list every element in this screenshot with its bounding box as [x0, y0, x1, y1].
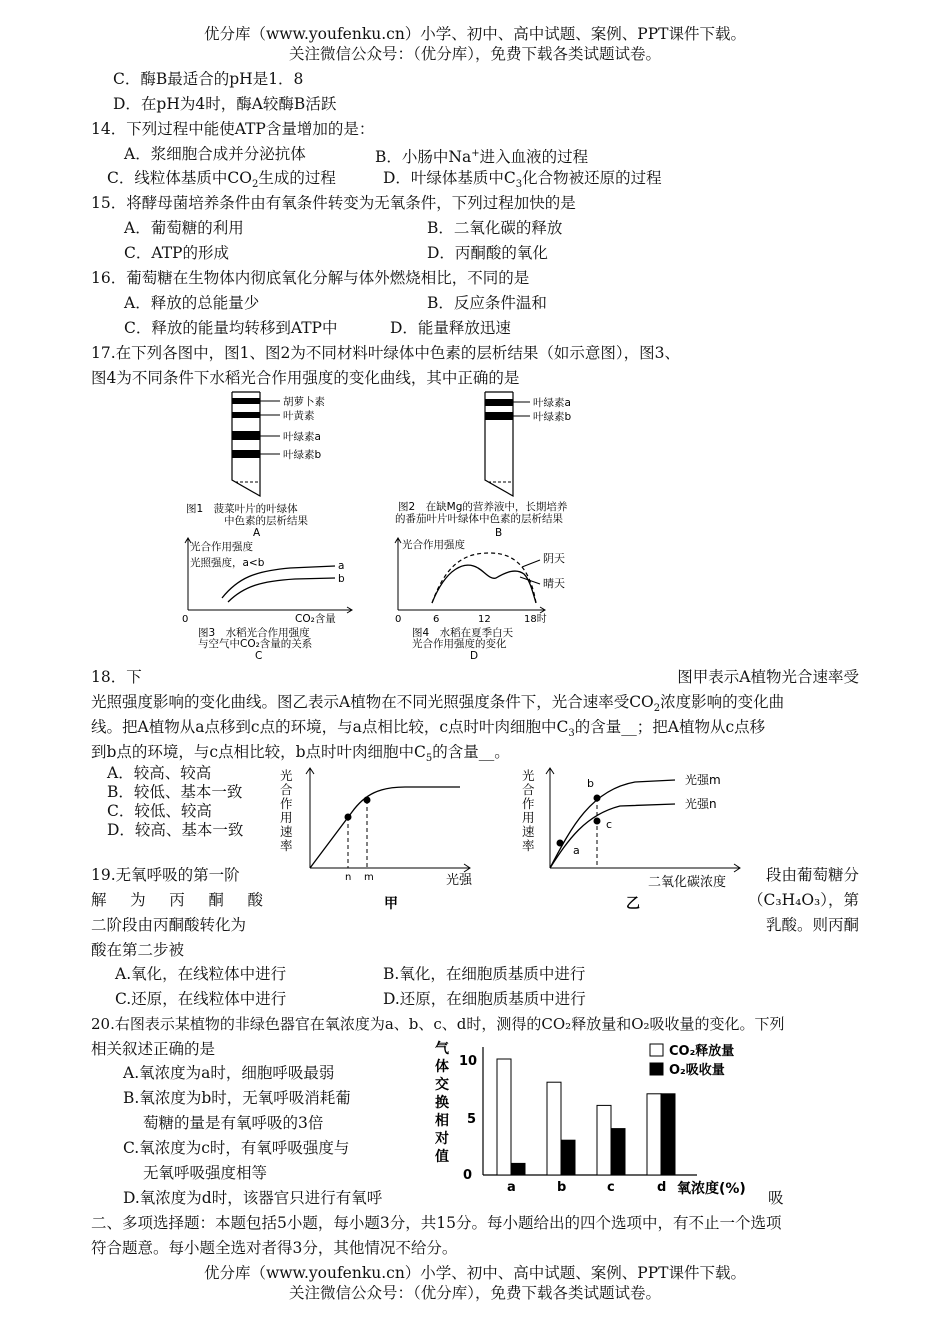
fig3-graph [182, 538, 352, 662]
q20-ylabel-char: 体 [435, 1059, 449, 1075]
q18-lead: 18．下 [91, 668, 142, 686]
q20-ylabel [434, 1040, 450, 1165]
fig1-label-0: 胡萝卜素 [283, 396, 325, 408]
header-line-2: 关注微信公众号：（优分库），免费下载各类试题试卷。 [288, 45, 661, 63]
fig1-caption-2: 中色素的层析结果 [224, 515, 308, 527]
q20-option-c-line-1: C.氧浓度为c时，有氧呼吸强度与 [123, 1139, 350, 1157]
fig4-label-sunny: 晴天 [543, 577, 565, 590]
q20-xtick-c: c [607, 1180, 615, 1195]
section2-line-2: 符合题意。每小题全选对者得3分，其他情况不给分。 [91, 1239, 458, 1257]
q20-stem-line-1: 20.右图表示某植物的非绿色器官在氧浓度为a、b、c、d时，测得的CO₂释放量和O₂吸收量的变化。下列 [91, 1015, 785, 1033]
q20-bar-o2-c [611, 1129, 625, 1175]
fig3-label-b: b [338, 573, 345, 585]
q20-bar-chart [425, 1037, 780, 1197]
fig4-tick-18: 18时 [524, 614, 547, 625]
fig-jia-ylabel-3: 用 [280, 810, 293, 825]
q20-ylabel-char: 换 [435, 1095, 449, 1111]
fig2-caption-1: 图2 在缺Mg的营养液中，长期培养 [398, 501, 568, 513]
q16-option-c: C．释放的能量均转移到ATP中 [124, 319, 338, 337]
q20-bar-o2-a [511, 1163, 525, 1175]
q20-xlabel: 氧浓度(%) [677, 1181, 746, 1197]
q20-option-b-line-1: B.氧浓度为b时，无氧呼吸消耗葡 [123, 1089, 351, 1107]
q19-line-2-left: 解 为 丙 酮 酸 [91, 891, 263, 909]
fig-jia-ylabel-4: 速 [280, 824, 293, 839]
q15-stem: 15．将酵母菌培养条件由有氧条件转变为无氧条件，下列过程加快的是 [91, 194, 576, 212]
q20-xtick-b: b [557, 1180, 567, 1195]
q19-line-4: 酸在第二步被 [91, 941, 185, 959]
q20-stem-line-2: 相关叙述正确的是 [91, 1040, 216, 1058]
q20-xtick-d: d [657, 1180, 667, 1195]
q20-ylabel-char: 交 [435, 1077, 449, 1093]
fig4-label-cloudy: 阴天 [543, 552, 565, 565]
q17-figures [180, 388, 650, 663]
fig-jia-xlabel: 光强 [446, 873, 473, 888]
fig-jia-label-m: m [364, 872, 374, 883]
q20-ytick-5: 5 [467, 1112, 477, 1127]
header-line-1: 优分库（www.youfenku.cn）小学、初中、高中试题、案例、PPT课件下载。 [203, 25, 747, 43]
q17-stem-line-2: 图4为不同条件下水稻光合作用强度的变化曲线，其中正确的是 [91, 369, 520, 387]
fig2-chromatogram [395, 392, 571, 539]
q19-line-3-left: 二阶段由丙酮酸转化为 [91, 916, 247, 934]
fig-yi-xlabel: 二氧化碳浓度 [648, 875, 727, 890]
q19-line-2-right: （C₃H₄O₃），第 [748, 891, 859, 909]
fig-yi-ylabel-4: 速 [522, 824, 535, 839]
q16-option-d: D．能量释放迅速 [390, 319, 511, 337]
q20-option-a: A.氧浓度为a时，细胞呼吸最弱 [123, 1064, 335, 1082]
fig1-label-3: 叶绿素b [283, 449, 322, 461]
fig2-caption-2: 的番茄叶片叶绿体中色素的层析结果 [395, 513, 563, 525]
q19-line-1-right: 段由葡萄糖分 [765, 866, 859, 884]
fig-yi-label-b: b [587, 777, 594, 790]
fig3-origin: 0 [182, 614, 189, 625]
q20-legend-swatch-co2 [650, 1044, 663, 1056]
q15-option-c: C．ATP的形成 [124, 244, 229, 262]
fig3-letter: C [255, 650, 263, 662]
fig-jia-title: 甲 [384, 896, 398, 912]
q20-bar-o2-b [561, 1140, 575, 1175]
q14-option-a: A．浆细胞合成并分泌抗体 [124, 145, 306, 163]
q20-ytick-0: 0 [463, 1168, 473, 1183]
fig-yi-ylabel-0: 光 [522, 768, 535, 783]
fig-yi-ylabel-5: 率 [522, 838, 535, 853]
fig4-ylabel: 光合作用强度 [402, 539, 465, 551]
q20-ylabel-char: 气 [435, 1041, 449, 1057]
q19-option-b: B.氧化，在细胞质基质中进行 [383, 965, 586, 983]
q16-option-a: A．释放的总能量少 [124, 294, 260, 312]
q20-option-d: D.氧浓度为d时，该器官只进行有氧呼 [123, 1189, 383, 1207]
footer-line-2: 关注微信公众号：（优分库），免费下载各类试题试卷。 [288, 1284, 661, 1302]
q18-option-c: C．较低、较高 [107, 802, 212, 820]
fig-yi-label-curve-m: 光强m [685, 773, 721, 787]
fig-yi-point-b [594, 795, 601, 802]
fig2-band-chlorophyll-a [485, 399, 513, 406]
q20-bar-co2-b [547, 1082, 561, 1175]
q14-option-b: B．小肠中Na+进入血液的过程 [375, 148, 589, 167]
fig-jia-label-n: n [345, 872, 352, 883]
fig-yi-label-c: c [606, 818, 613, 831]
q20-legend-co2: CO₂释放量 [669, 1044, 735, 1059]
fig3-caption-2: 与空气中CO₂含量的关系 [198, 638, 313, 650]
fig4-caption-2: 光合作用强度的变化 [412, 638, 507, 650]
section2-line-1: 二、多项选择题：本题包括5小题，每小题3分，共15分。每小题给出的四个选项中，有不止一个选项 [91, 1214, 782, 1232]
fig3-curve-b [228, 578, 335, 602]
fig-jia [280, 768, 473, 912]
fig1-chromatogram [186, 392, 325, 539]
q20-option-c-line-2: 无氧呼吸强度相等 [143, 1164, 268, 1182]
fig3-caption-1: 图3 水稻光合作用强度 [198, 627, 310, 639]
q14-option-d: D．叶绿体基质中$C_3$化合物被还原的过程 [383, 169, 662, 191]
fig3-label-a: a [338, 560, 345, 572]
q13-option-d: D．在pH为4时，酶A较酶B活跃 [113, 95, 337, 113]
fig2-band-chlorophyll-b [485, 412, 513, 420]
fig2-label-1: 叶绿素b [533, 411, 572, 423]
q20-ytick-10: 10 [459, 1054, 478, 1069]
fig-yi-label-a: a [573, 844, 580, 857]
fig1-band-chlorophyll-a [232, 431, 260, 440]
fig-yi-ylabel-1: 合 [522, 782, 535, 797]
q16-option-b: B．反应条件温和 [427, 294, 547, 312]
fig-jia-ylabel-1: 合 [280, 782, 293, 797]
fig4-graph [395, 538, 565, 662]
q19-option-d: D.还原，在细胞质基质中进行 [383, 990, 586, 1008]
q19-line-3-right: 乳酸。则丙酮 [765, 916, 859, 934]
fig4-curve-cloudy [432, 553, 536, 603]
fig1-band-xanthophyll [232, 412, 260, 418]
fig1-band-carotene [232, 398, 260, 404]
fig1-band-chlorophyll-b [232, 450, 260, 458]
fig-jia-ylabel-5: 率 [280, 838, 293, 853]
q20-bar-co2-d [647, 1094, 661, 1175]
q17-stem-line-1: 17.在下列各图中，图1、图2为不同材料叶绿体中色素的层析结果（如示意图），图3、 [91, 344, 680, 362]
q13-option-c: C．酶B最适合的pH是1．8 [113, 70, 304, 88]
q20-option-b-line-2: 萄糖的量是有氧呼吸的3倍 [143, 1114, 324, 1132]
q20-bar-co2-a [497, 1059, 511, 1175]
fig1-label-1: 叶黄素 [283, 410, 315, 422]
q19-line-1-left: 19.无氧呼吸的第一阶 [91, 866, 240, 884]
fig2-label-0: 叶绿素a [533, 397, 571, 409]
q18-option-a: A．较高、较高 [107, 764, 212, 782]
fig-yi-point-a [557, 840, 564, 847]
fig1-caption-1: 图1 菠菜叶片的叶绿体 [186, 503, 298, 515]
q18-stem-line-3: 线。把A植物从a点移到c点的环境，与a点相比较，c点时叶肉细胞中$C_3$的含量__；把A植物从c点移 [91, 718, 766, 740]
fig4-caption-1: 图4 水稻在夏季白天 [412, 627, 514, 639]
fig2-letter: B [495, 527, 503, 539]
q18-option-d: D．较高、基本一致 [107, 821, 244, 839]
q15-option-d: D．丙酮酸的氧化 [427, 244, 548, 262]
fig-jia-curve [310, 787, 460, 868]
fig4-tick-0: 0 [395, 614, 402, 625]
q20-option-d-end: 吸 [768, 1189, 784, 1207]
q20-bar-o2-d [661, 1094, 675, 1175]
footer-line-1: 优分库（www.youfenku.cn）小学、初中、高中试题、案例、PPT课件下载。 [203, 1264, 747, 1282]
q20-bar-co2-c [597, 1105, 611, 1175]
q15-option-b: B．二氧化碳的释放 [427, 219, 563, 237]
q19-option-c: C.还原，在线粒体中进行 [115, 990, 287, 1008]
fig-yi [522, 768, 740, 912]
q15-option-a: A．葡萄糖的利用 [124, 219, 244, 237]
q18-stem-line-4: 到b点的环境，与c点相比较，b点时叶肉细胞中$C_5$的含量__。 [91, 743, 510, 765]
fig4-letter: D [470, 650, 479, 662]
q18-stem-line-1-tail: 图甲表示A植物光合速率受 [677, 668, 859, 686]
q20-xtick-a: a [507, 1180, 516, 1195]
q16-stem: 16．葡萄糖在生物体内彻底氧化分解与体外燃烧相比，不同的是 [91, 269, 530, 287]
q20-ylabel-char: 相 [435, 1113, 449, 1129]
fig-jia-point-m [364, 797, 371, 804]
fig-jia-ylabel-2: 作 [280, 796, 293, 811]
fig-yi-point-c [594, 818, 601, 825]
q20-ylabel-char: 对 [435, 1131, 449, 1147]
fig-yi-curve-n [550, 804, 675, 868]
fig4-tick-6: 6 [433, 614, 440, 625]
q14-option-c: C．线粒体基质中$CO_2$生成的过程 [107, 169, 336, 191]
fig3-xlabel: CO₂含量 [295, 613, 336, 625]
q18-stem-line-2: 光照强度影响的变化曲线。图乙表示A植物在不同光照强度条件下，光合速率受$CO_2$浓度影响的变化曲 [91, 693, 785, 715]
fig4-curve-sunny [432, 565, 536, 603]
fig3-condition: 光照强度，a<b [190, 557, 265, 569]
fig-yi-title: 乙 [626, 896, 640, 912]
q20-legend-o2: O₂吸收量 [669, 1063, 725, 1078]
fig-yi-label-curve-n: 光强n [685, 797, 717, 811]
fig1-label-2: 叶绿素a [283, 431, 321, 443]
q20-ylabel-char: 值 [435, 1149, 449, 1165]
q18-option-b: B．较低、基本一致 [107, 783, 243, 801]
fig-jia-point-n [345, 814, 352, 821]
fig-yi-ylabel-3: 用 [522, 810, 535, 825]
q14-stem: 14．下列过程中能使ATP含量增加的是： [91, 120, 375, 138]
q18-figures [270, 760, 750, 915]
fig-jia-ylabel-0: 光 [280, 768, 293, 783]
q20-legend-swatch-o2 [650, 1063, 663, 1075]
fig-yi-curve-m [550, 780, 675, 868]
fig3-ylabel: 光合作用强度 [190, 541, 253, 553]
fig4-tick-12: 12 [478, 614, 491, 625]
fig-yi-ylabel-2: 作 [522, 796, 535, 811]
q19-option-a: A.氧化，在线粒体中进行 [115, 965, 287, 983]
fig1-letter: A [253, 527, 261, 539]
